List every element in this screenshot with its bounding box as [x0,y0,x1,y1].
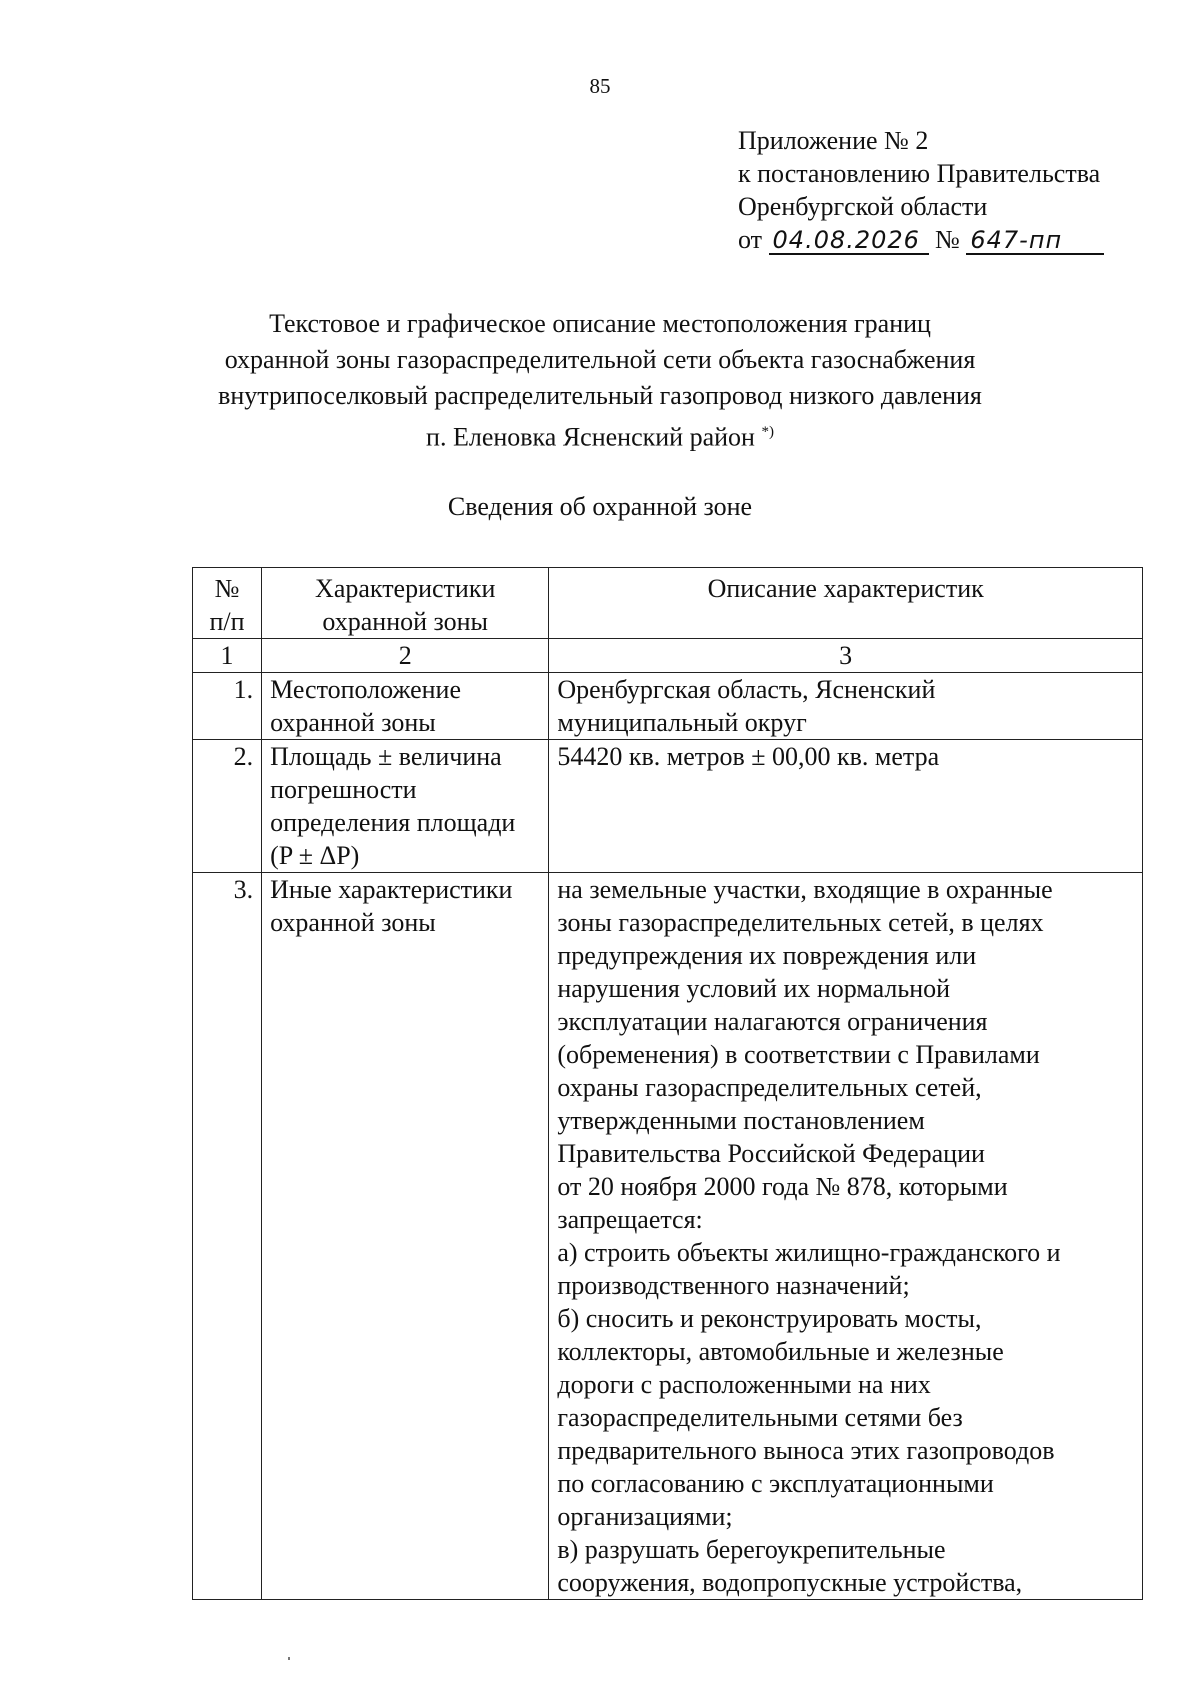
page-number: 85 [589,74,611,98]
row-characteristic [262,873,549,1600]
title-line-3: внутрипоселковый распределительный газопровод низкого давления [218,381,982,410]
text-line: Правительства Российской Федерации [557,1139,985,1168]
text-line: предупреждения их повреждения или [557,941,977,970]
text-line: Оренбургская область, Ясненский [557,675,936,704]
appendix-block [738,124,1104,256]
text-line: по согласованию с эксплуатационными [557,1469,994,1498]
text-line: утвержденными постановлением [557,1106,925,1135]
text-line: определения площади [270,808,516,837]
text-line: эксплуатации налагаются ограничения [557,1007,988,1036]
title-line-4 [150,414,1050,456]
text-line: 54420 кв. метров ± 00,00 кв. метра [557,742,940,771]
text-line: организациями; [557,1502,733,1531]
handwritten-number: 647-пп [966,227,1104,255]
column-number-row [193,639,1143,673]
text-line: (обременения) в соответствии с Правилами [557,1040,1040,1069]
table-row [193,673,1143,740]
text-line: предварительного выноса этих газопроводов [557,1436,1055,1465]
title-line-4-text: п. Еленовка Ясненский район [426,422,755,452]
header-characteristic: Характеристики охранной зоны [262,568,549,639]
text-line: охраны газораспределительных сетей, [557,1073,982,1102]
section-title: Сведения об охранной зоне [447,492,753,521]
column-number-2: 2 [262,639,549,673]
text-line: муниципальный округ [557,708,807,737]
appendix-line-1: Приложение № 2 [738,126,929,155]
text-line: на земельные участки, входящие в охранные [557,875,1053,904]
text-line: производственного назначений; [557,1271,910,1300]
text-line: сооружения, водопропускные устройства, [557,1568,1023,1597]
text-line: в) разрушать берегоукрепительные [557,1535,946,1564]
document-title [150,306,1050,456]
row-number: 3. [193,873,262,1600]
text-line: дороги с расположенными на них [557,1370,931,1399]
handwritten-date: 04.08.2026 [769,227,929,255]
text-line: газораспределительными сетями без [557,1403,963,1432]
text-line: нарушения условий их нормальной [557,974,951,1003]
row-number: 2. [193,740,262,873]
appendix-line-2: к постановлению Правительства [738,159,1101,188]
text-line: запрещается: [557,1205,703,1234]
row-number: 1. [193,673,262,740]
row-description [549,673,1143,740]
table-row [193,740,1143,873]
title-line-1: Текстовое и графическое описание местоположения границ [269,309,931,338]
number-sign: № [935,225,960,254]
text-line: погрешности [270,775,417,804]
row-characteristic [262,740,549,873]
date-prefix: от [738,225,763,254]
appendix-line-3: Оренбургской области [738,192,988,221]
title-line-2: охранной зоны газораспределительной сети объекта газоснабжения [224,345,976,374]
text-line: зоны газораспределительных сетей, в целях [557,908,1044,937]
text-line: охранной зоны [270,708,436,737]
table-row [193,873,1143,1600]
scan-speck [288,1657,290,1660]
row-description [549,740,1143,873]
text-line: (P ± ΔP) [270,841,360,870]
table-header-row [193,568,1143,639]
column-number-1: 1 [193,639,262,673]
text-line: охранной зоны [270,908,436,937]
appendix-date-line [738,223,1104,256]
text-line: Площадь ± величина [270,742,502,771]
header-description: Описание характеристик [549,568,1143,639]
text-line: Местоположение [270,675,462,704]
footnote-mark: *) [761,424,774,440]
zone-info-table [192,567,1143,1600]
column-number-3: 3 [549,639,1143,673]
row-description [549,873,1143,1600]
text-line: от 20 ноября 2000 года № 878, которыми [557,1172,1008,1201]
text-line: б) сносить и реконструировать мосты, [557,1304,982,1333]
text-line: а) строить объекты жилищно-гражданского и [557,1238,1061,1267]
row-characteristic [262,673,549,740]
text-line: коллекторы, автомобильные и железные [557,1337,1004,1366]
text-line: Иные характеристики [270,875,513,904]
header-number: № п/п [193,568,262,639]
